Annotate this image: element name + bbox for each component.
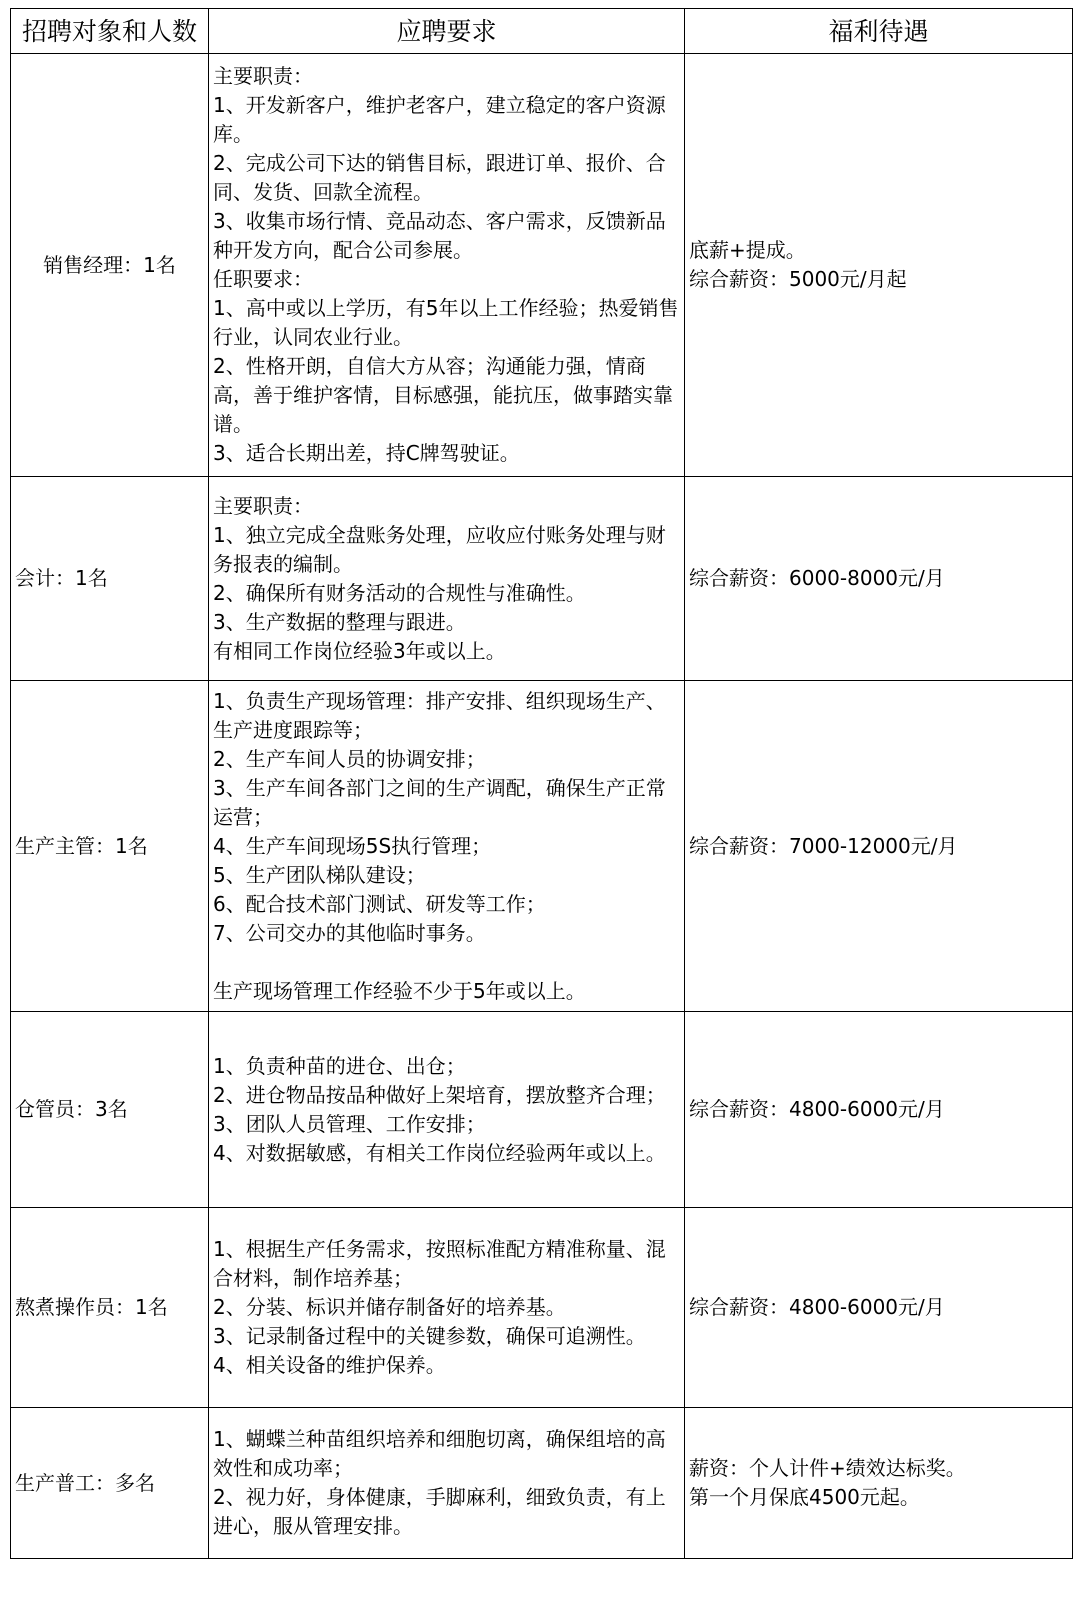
benefit-line: 综合薪资：4800-6000元/月 bbox=[689, 1097, 945, 1121]
requirement-line: 主要职责： bbox=[213, 64, 313, 88]
benefit-line: 薪资：个人计件+绩效达标奖。 bbox=[689, 1456, 966, 1480]
requirement-line bbox=[213, 948, 680, 977]
requirements-cell bbox=[209, 1012, 685, 1208]
requirement-line: 3、生产数据的整理与跟进。 bbox=[213, 609, 466, 634]
benefits-cell bbox=[685, 681, 1073, 1012]
requirement-line: 2、确保所有财务活动的合规性与准确性。 bbox=[213, 580, 586, 605]
requirement-line: 1、负责种苗的进仓、出仓； bbox=[213, 1053, 466, 1078]
requirement-line: 生产现场管理工作经验不少于5年或以上。 bbox=[213, 978, 586, 1003]
benefits-cell bbox=[685, 1012, 1073, 1208]
requirement-line: 3、收集市场行情、竞品动态、客户需求，反馈新品种开发方向，配合公司参展。 bbox=[213, 209, 666, 262]
benefits-cell bbox=[685, 1408, 1073, 1559]
recruitment-table bbox=[10, 8, 1073, 1559]
position-cell: 熬煮操作员：1名 bbox=[11, 1208, 209, 1408]
requirements-cell bbox=[209, 681, 685, 1012]
benefit-line: 第一个月保底4500元起。 bbox=[689, 1485, 920, 1509]
requirement-line: 2、进仓物品按品种做好上架培育，摆放整齐合理； bbox=[213, 1082, 666, 1107]
requirement-line: 1、独立完成全盘账务处理，应收应付账务处理与财务报表的编制。 bbox=[213, 522, 666, 576]
position-cell: 生产普工：多名 bbox=[11, 1408, 209, 1559]
benefit-line: 综合薪资：7000-12000元/月 bbox=[689, 833, 958, 858]
requirement-line: 7、公司交办的其他临时事务。 bbox=[213, 920, 486, 945]
requirement-line: 1、高中或以上学历，有5年以上工作经验；热爱销售行业，认同农业行业。 bbox=[213, 296, 679, 349]
requirement-line: 2、性格开朗，自信大方从容；沟通能力强，情商高，善于维护客情，目标感强，能抗压，做事踏实靠谱。 bbox=[213, 354, 673, 436]
requirement-line: 3、适合长期出差，持C牌驾驶证。 bbox=[213, 441, 520, 465]
requirement-line: 1、负责生产现场管理：排产安排、组织现场生产、生产进度跟踪等； bbox=[213, 688, 666, 742]
requirement-line: 2、生产车间人员的协调安排； bbox=[213, 746, 486, 771]
requirement-line: 4、相关设备的维护保养。 bbox=[213, 1353, 446, 1377]
benefit-line: 综合薪资：4800-6000元/月 bbox=[689, 1295, 945, 1319]
header-position: 招聘对象和人数 bbox=[11, 9, 209, 54]
requirement-line: 4、生产车间现场5S执行管理； bbox=[213, 833, 492, 858]
requirement-line: 1、蝴蝶兰种苗组织培养和细胞切离，确保组培的高效性和成功率； bbox=[213, 1427, 666, 1480]
benefits-cell bbox=[685, 54, 1073, 477]
requirement-line: 1、根据生产任务需求，按照标准配方精准称量、混合材料，制作培养基； bbox=[213, 1237, 666, 1290]
benefits-cell bbox=[685, 477, 1073, 681]
table-body bbox=[11, 54, 1073, 1559]
table-row bbox=[11, 1012, 1073, 1208]
benefit-line: 综合薪资：6000-8000元/月 bbox=[689, 566, 945, 590]
requirement-line: 3、生产车间各部门之间的生产调配，确保生产正常运营； bbox=[213, 775, 666, 829]
position-cell: 生产主管：1名 bbox=[11, 681, 209, 1012]
table-row bbox=[11, 54, 1073, 477]
requirements-cell bbox=[209, 1408, 685, 1559]
requirements-cell bbox=[209, 477, 685, 681]
requirement-line: 2、分装、标识并储存制备好的培养基。 bbox=[213, 1295, 566, 1319]
table-row bbox=[11, 1208, 1073, 1408]
requirement-line: 6、配合技术部门测试、研发等工作； bbox=[213, 891, 546, 916]
requirement-line: 5、生产团队梯队建设； bbox=[213, 862, 426, 887]
table-row bbox=[11, 477, 1073, 681]
requirements-cell bbox=[209, 1208, 685, 1408]
requirement-line: 2、完成公司下达的销售目标，跟进订单、报价、合同、发货、回款全流程。 bbox=[213, 151, 666, 204]
header-benefits: 福利待遇 bbox=[685, 9, 1073, 54]
requirement-line: 3、团队人员管理、工作安排； bbox=[213, 1111, 486, 1136]
table-row bbox=[11, 1408, 1073, 1559]
table-row bbox=[11, 681, 1073, 1012]
requirement-line: 4、对数据敏感，有相关工作岗位经验两年或以上。 bbox=[213, 1140, 666, 1165]
benefits-cell bbox=[685, 1208, 1073, 1408]
requirement-line: 1、开发新客户，维护老客户，建立稳定的客户资源库。 bbox=[213, 93, 666, 146]
position-cell: 会计：1名 bbox=[11, 477, 209, 681]
header-row bbox=[11, 9, 1073, 54]
benefit-line: 综合薪资：5000元/月起 bbox=[689, 267, 907, 291]
requirement-line: 主要职责： bbox=[213, 493, 313, 518]
header-requirements: 应聘要求 bbox=[209, 9, 685, 54]
position-cell: 销售经理：1名 bbox=[11, 54, 209, 477]
requirement-line: 有相同工作岗位经验3年或以上。 bbox=[213, 638, 506, 663]
requirement-line: 2、视力好，身体健康，手脚麻利，细致负责，有上进心，服从管理安排。 bbox=[213, 1485, 666, 1538]
requirement-line: 3、记录制备过程中的关键参数，确保可追溯性。 bbox=[213, 1324, 646, 1348]
position-cell: 仓管员：3名 bbox=[11, 1012, 209, 1208]
requirements-cell bbox=[209, 54, 685, 477]
requirement-line: 任职要求： bbox=[213, 267, 313, 291]
benefit-line: 底薪+提成。 bbox=[689, 238, 806, 262]
